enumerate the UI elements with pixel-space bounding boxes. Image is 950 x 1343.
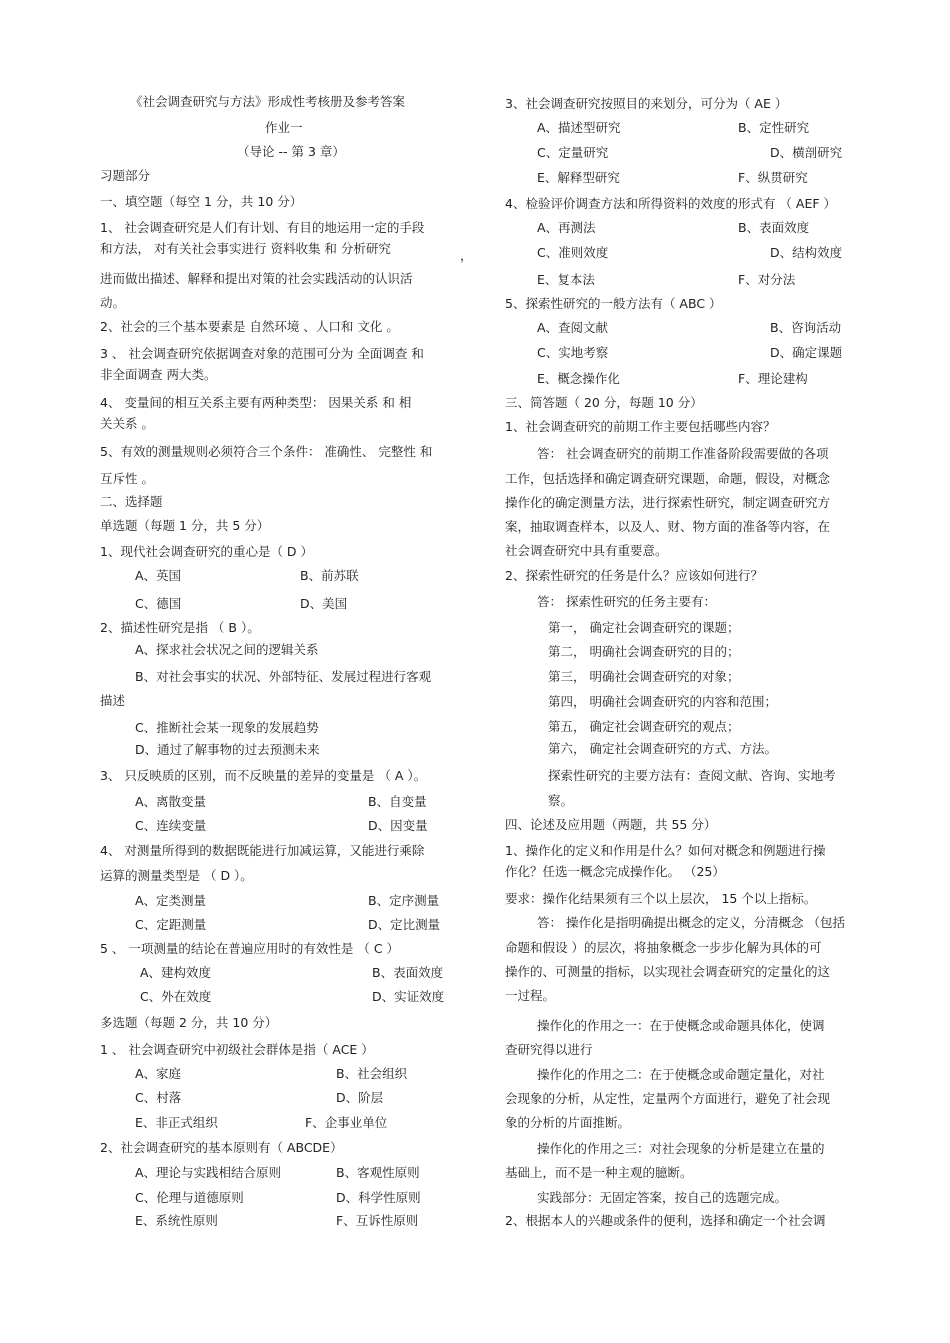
- text-line: 作业一: [265, 120, 303, 135]
- text-line: 二、选择题: [100, 494, 163, 509]
- text-line: 2、探索性研究的任务是什么？应该如何进行？: [505, 568, 763, 583]
- text-line: 第六， 确定社会调查研究的方式、方法。: [548, 741, 777, 756]
- text-line: C、定距测量: [135, 917, 207, 932]
- text-line: D、科学性原则: [336, 1190, 421, 1205]
- text-line: 操作化的确定测量方法，进行探索性研究，制定调查研究方: [505, 495, 831, 510]
- text-line: 《社会调查研究与方法》形成性考核册及参考答案: [130, 94, 406, 109]
- text-line: A、再测法: [537, 220, 596, 235]
- text-line: 第二， 明确社会调查研究的目的；: [548, 644, 740, 659]
- text-line: B、社会组织: [336, 1066, 408, 1081]
- text-line: D、通过了解事物的过去预测未来: [135, 742, 320, 757]
- text-line: C、定量研究: [537, 145, 609, 160]
- text-line: 非全面调查 两大类。: [100, 367, 217, 382]
- text-line: 四、论述及应用题（两题，共 55 分）: [505, 817, 717, 832]
- text-line: 动。: [100, 295, 126, 310]
- text-line: C、外在效度: [140, 989, 212, 1004]
- text-line: 象的分析的片面推断。: [505, 1115, 631, 1130]
- text-line: 4、 变量间的相互关系主要有两种类型： 因果关系 和 相: [100, 395, 412, 410]
- text-line: F、理论建构: [738, 371, 808, 386]
- text-line: E、非正式组织: [135, 1115, 218, 1130]
- text-line: 运算的测量类型是 （ D ）。: [100, 868, 253, 883]
- text-line: 社会调查研究中具有重要意。: [505, 543, 668, 558]
- text-line: 操作的、可测量的指标，以实现社会调查研究的定量化的这: [505, 964, 831, 979]
- text-line: B、自变量: [368, 794, 427, 809]
- text-line: 探索性研究的主要方法有：查阅文献、咨询、实地考: [548, 768, 836, 783]
- text-line: 2、描述性研究是指 （ B ）。: [100, 620, 260, 635]
- text-line: C、实地考察: [537, 345, 609, 360]
- text-line: 多选题（每题 2 分，共 10 分）: [100, 1015, 278, 1030]
- text-line: 5 、 一项测量的结论在普遍应用时的有效性是 （ C ）: [100, 941, 400, 956]
- text-line: 3、 只反映质的区别，而不反映量的差异的变量是 （ A ）。: [100, 768, 427, 783]
- text-line: D、阶层: [336, 1090, 384, 1105]
- text-line: C、村落: [135, 1090, 182, 1105]
- text-line: 案，抽取调查样本，以及人、财、物方面的准备等内容，在: [505, 519, 831, 534]
- text-line: B、定序测量: [368, 893, 440, 908]
- text-line: E、解释型研究: [537, 170, 620, 185]
- text-line: 一过程。: [505, 988, 556, 1003]
- text-line: D、结构效度: [770, 245, 843, 260]
- text-line: B、表面效度: [738, 220, 810, 235]
- text-line: D、横剖研究: [770, 145, 843, 160]
- text-line: A、家庭: [135, 1066, 182, 1081]
- text-line: D、定比测量: [368, 917, 441, 932]
- text-line: E、系统性原则: [135, 1213, 218, 1228]
- text-line: 5、有效的测量规则必须符合三个条件： 准确性、 完整性 和: [100, 444, 433, 459]
- text-line: 进而做出描述、解释和提出对策的社会实践活动的认识活: [100, 271, 413, 286]
- text-line: B、前苏联: [300, 568, 359, 583]
- text-line: 和方法， 对有关社会事实进行 资料收集 和 分析研究: [100, 241, 391, 256]
- text-line: C、推断社会某一现象的发展趋势: [135, 720, 319, 735]
- text-line: 2、社会的三个基本要素是 自然环境 、人口和 文化 。: [100, 319, 399, 334]
- text-line: C、德国: [135, 596, 182, 611]
- text-line: 工作，包括选择和确定调查研究课题，命题，假设，对概念: [505, 471, 831, 486]
- text-line: A、英国: [135, 568, 182, 583]
- text-line: 三、简答题（ 20 分，每题 10 分）: [505, 395, 703, 410]
- text-line: 2、根据本人的兴趣或条件的便利，选择和确定一个社会调: [505, 1213, 826, 1228]
- text-line: B、定性研究: [738, 120, 810, 135]
- text-line: 命题和假设 ）的层次，将抽象概念一步步化解为具体的可: [505, 940, 822, 955]
- text-line: 察。: [548, 793, 574, 808]
- text-line: F、互诉性原则: [336, 1213, 419, 1228]
- text-line: 实践部分：无固定答案，按自己的选题完成。: [537, 1190, 788, 1205]
- text-line: 第五， 确定社会调查研究的观点；: [548, 719, 740, 734]
- text-line: F、对分法: [738, 272, 796, 287]
- text-line: A、探求社会状况之间的逻辑关系: [135, 642, 319, 657]
- text-line: 互斥性 。: [100, 471, 154, 486]
- text-line: D、实证效度: [372, 989, 445, 1004]
- text-line: 3 、 社会调查研究依据调查对象的范围可分为 全面调查 和: [100, 346, 424, 361]
- text-line: 操作化的作用之三：对社会现象的分析是建立在量的: [537, 1141, 825, 1156]
- text-line: 描述: [100, 693, 126, 708]
- text-line: 关关系 。: [100, 416, 154, 431]
- text-line: A、离散变量: [135, 794, 207, 809]
- text-line: 第一， 确定社会调查研究的课题；: [548, 620, 740, 635]
- text-line: 答： 探索性研究的任务主要有：: [537, 594, 716, 609]
- text-line: 1、现代社会调查研究的重心是（ D ）: [100, 544, 314, 559]
- text-line: 习题部分: [100, 168, 151, 183]
- text-line: D、美国: [300, 596, 348, 611]
- text-line: 1、操作化的定义和作用是什么？如何对概念和例题进行操: [505, 843, 826, 858]
- text-line: C、连续变量: [135, 818, 207, 833]
- text-line: 单选题（每题 1 分，共 5 分）: [100, 518, 270, 533]
- text-line: 会现象的分析，从定性，定量两个方面进行，避免了社会现: [505, 1091, 831, 1106]
- text-line: E、复本法: [537, 272, 595, 287]
- text-line: F、纵贯研究: [738, 170, 808, 185]
- text-line: 基础上，而不是一种主观的臆断。: [505, 1165, 693, 1180]
- text-line: C、伦理与道德原则: [135, 1190, 244, 1205]
- text-line: 1 、 社会调查研究中初级社会群体是指（ ACE ）: [100, 1042, 374, 1057]
- text-line: D、确定课题: [770, 345, 843, 360]
- text-line: 4、检验评价调查方法和所得资料的效度的形式有 （ AEF ）: [505, 196, 837, 211]
- text-line: 答： 操作化是指明确提出概念的定义，分清概念 （包括: [537, 915, 845, 930]
- text-line: A、定类测量: [135, 893, 207, 908]
- text-line: 2、社会调查研究的基本原则有（ ABCDE）: [100, 1140, 343, 1155]
- text-line: A、建构效度: [140, 965, 212, 980]
- text-line: 查研究得以进行: [505, 1042, 593, 1057]
- text-line: D、因变量: [368, 818, 428, 833]
- text-line: E、概念操作化: [537, 371, 620, 386]
- text-line: 4、 对测量所得到的数据既能进行加减运算，又能进行乘除: [100, 843, 425, 858]
- text-line: 第三， 明确社会调查研究的对象；: [548, 669, 740, 684]
- text-line: 操作化的作用之二：在于使概念或命题定量化，对社: [537, 1067, 825, 1082]
- text-line: 1、社会调查研究的前期工作主要包括哪些内容？: [505, 419, 776, 434]
- text-line: 3、社会调查研究按照目的来划分，可分为（ AE ）: [505, 96, 788, 111]
- text-line: B、对社会事实的状况、外部特征、发展过程进行客观: [135, 669, 432, 684]
- text-line: 第四， 明确社会调查研究的内容和范围；: [548, 694, 777, 709]
- text-line: F、企事业单位: [305, 1115, 388, 1130]
- text-line: 一、填空题（每空 1 分，共 10 分）: [100, 194, 303, 209]
- text-line: A、查阅文献: [537, 320, 609, 335]
- text-line: B、咨询活动: [770, 320, 842, 335]
- text-line: C、准则效度: [537, 245, 609, 260]
- text-line: 5、探索性研究的一般方法有（ ABC ）: [505, 296, 722, 311]
- text-line: B、表面效度: [372, 965, 444, 980]
- text-line: B、客观性原则: [336, 1165, 420, 1180]
- text-line: A、描述型研究: [537, 120, 621, 135]
- text-line: （导论 -- 第 3 章）: [237, 144, 345, 159]
- text-line: 答： 社会调查研究的前期工作准备阶段需要做的各项: [537, 446, 829, 461]
- text-line: 操作化的作用之一：在于使概念或命题具体化，使调: [537, 1018, 825, 1033]
- text-line: 作化？任选一概念完成操作化。 （25）: [505, 864, 725, 879]
- text-line: 1、 社会调查研究是人们有计划、有目的地运用一定的手段: [100, 220, 425, 235]
- text-line: ，: [460, 248, 473, 263]
- text-line: A、理论与实践相结合原则: [135, 1165, 282, 1180]
- text-line: 要求：操作化结果须有三个以上层次， 15 个以上指标。: [505, 891, 817, 906]
